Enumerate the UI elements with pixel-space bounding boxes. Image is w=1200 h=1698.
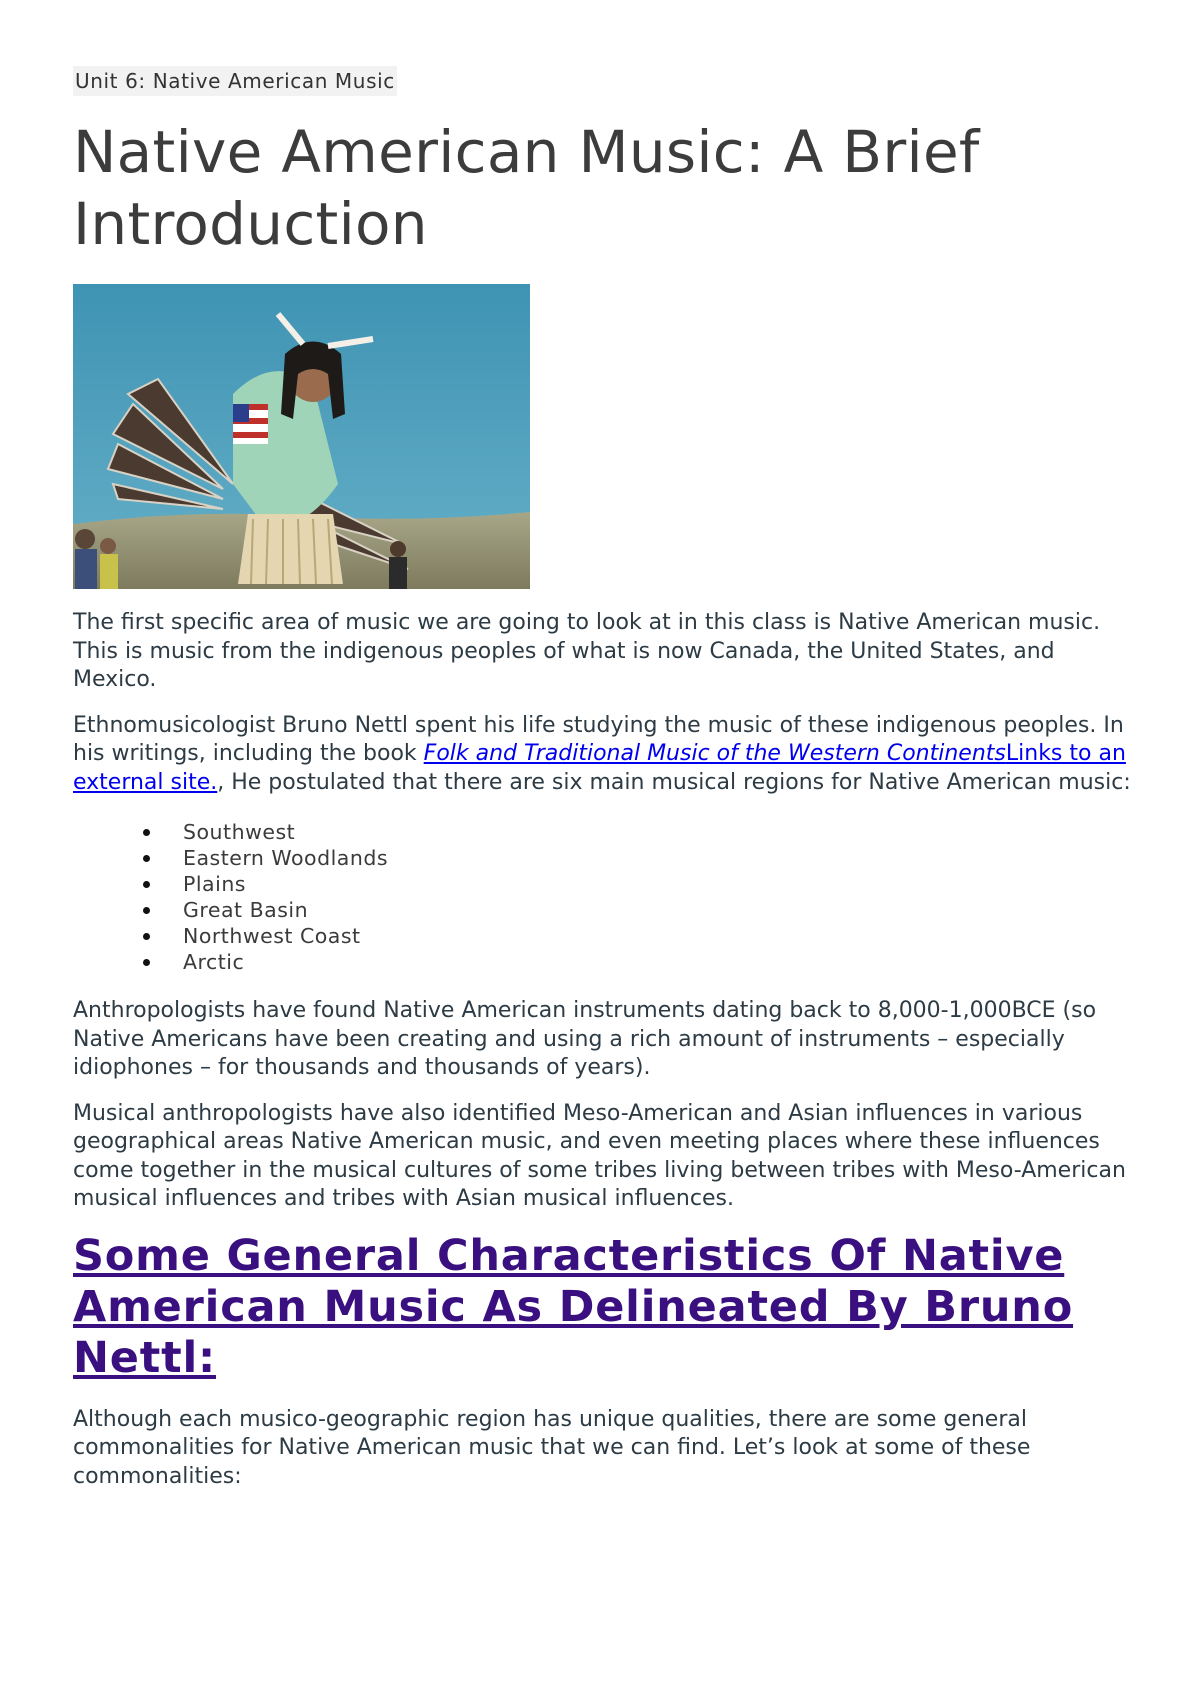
influences-paragraph: Musical anthropologists have also identified Meso-American and Asian influences in various geographical areas Native American music, and even meeting places where these influences come together in the musical cultures of some tribes living between tribes with Meso-American musical influences and tribes with Asian musical influences. — [73, 1100, 1126, 1211]
instruments-paragraph: Anthropologists have found Native American instruments dating back to 8,000-1,000BCE (so Native Americans have been creating and using a rich amount of instruments – especially idiophones – for thousands and thousands of years). — [73, 998, 1097, 1080]
nettl-paragraph-end: , He postulated that there are six main musical regions for Native American music: — [217, 769, 1131, 795]
section-heading: Some General Characteristics Of Native American Music As Delineated By Bruno Nettl: — [73, 1230, 1074, 1383]
list-item — [143, 819, 1143, 845]
unit-label-row — [73, 66, 1143, 96]
nettl-paragraph-start: Ethnomusicologist Bruno Nettl spent his life studying the music of these indigenous peoples. In his writings, including the book — [73, 712, 1124, 766]
region-label: Eastern Woodlands — [183, 846, 389, 870]
bullet-icon — [143, 855, 150, 862]
region-label: Northwest Coast — [183, 924, 361, 948]
region-label: Arctic — [183, 950, 245, 974]
dancer-photo — [73, 284, 530, 589]
bullet-icon — [143, 907, 150, 914]
list-item — [143, 949, 1143, 975]
region-label: Southwest — [183, 820, 296, 844]
list-item — [143, 845, 1143, 871]
unit-label: Unit 6: Native American Music — [73, 66, 397, 96]
bullet-icon — [143, 881, 150, 888]
regions-list — [73, 819, 1143, 975]
list-item — [143, 923, 1143, 949]
page-title: Native American Music: A Brief Introduction — [73, 118, 980, 258]
region-label: Plains — [183, 872, 246, 896]
document-page — [73, 66, 1143, 1508]
region-label: Great Basin — [183, 898, 309, 922]
nettl-paragraph — [73, 712, 1143, 798]
book-link[interactable]: Folk and Traditional Music of the Western Continents — [423, 741, 1006, 766]
intro-paragraph: The first specific area of music we are going to look at in this class is Native American music. This is music from the indigenous peoples of what is now Canada, the United States, and Mexico. — [73, 610, 1101, 692]
bullet-icon — [143, 959, 150, 966]
list-item — [143, 897, 1143, 923]
commonalities-paragraph: Although each musico-geographic region has unique qualities, there are some general commonalities for Native American music that we can find. Let’s look at some of these commonalities: — [73, 1406, 1031, 1489]
bullet-icon — [143, 933, 150, 940]
list-item — [143, 871, 1143, 897]
external-site-link[interactable]: Links to an external site. — [73, 741, 1126, 795]
bullet-icon — [143, 829, 150, 836]
